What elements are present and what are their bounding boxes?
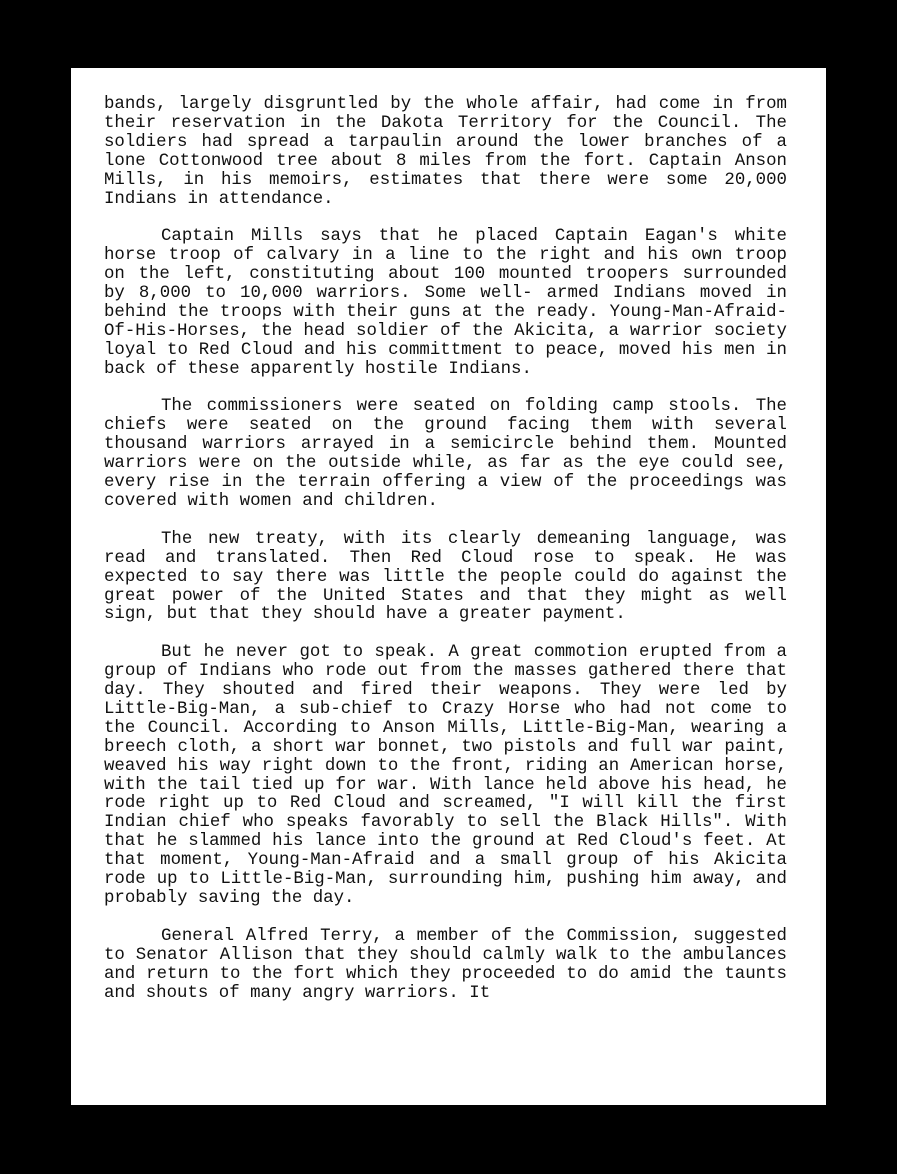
document-page	[71, 68, 826, 1105]
paragraph-3: The commissioners were seated on folding camp stools. The chiefs were seated on the ground facing them with several thousand warriors arrayed in a semicircle behind them. Mounted warriors were on the outside while, as far as the eye could see, every rise in the terrain offering a view of the proceedings was covered with women and children.	[104, 397, 787, 511]
document-body	[104, 96, 787, 1003]
paragraph-6: General Alfred Terry, a member of the Commission, suggested to Senator Allison that they should calmly walk to the ambulances and return to the fort which they proceeded to do amid the taunts and shouts of many angry warriors. It	[104, 926, 787, 1003]
paragraph-4: The new treaty, with its clearly demeaning language, was read and translated. Then Red Cloud rose to speak. He was expected to say there was little the people could do against the great power of the United States and that they might as well sign, but that they should have a greater payment.	[104, 529, 787, 625]
paragraph-2: Captain Mills says that he placed Captain Eagan's white horse troop of calvary in a line to the right and his own troop on the left, constituting about 100 mounted troopers surrounded by 8,000 to 10,000 warriors. Some well- armed Indians moved in behind the troops with their guns at the ready. Young-Man-Afraid-Of-His-Horses, the head soldier of the Akicita, a warrior society loyal to Red Cloud and his committment to peace, moved his men in back of these apparently hostile Indians.	[104, 227, 787, 379]
paragraph-5: But he never got to speak. A great commotion erupted from a group of Indians who rode out from the masses gathered there that day. They shouted and fired their weapons. They were led by Little-Big-Man, a sub-chief to Crazy Horse who had not come to the Council. According to Anson Mills, Little-Big-Man, wearing a breech cloth, a short war bonnet, two pistols and full war paint, weaved his way right down to the front, riding an American horse, with the tail tied up for war. With lance held above his head, he rode right up to Red Cloud and screamed, "I will kill the first Indian chief who speaks favorably to sell the Black Hills". With that he slammed his lance into the ground at Red Cloud's feet. At that moment, Young-Man-Afraid and a small group of his Akicita rode up to Little-Big-Man, surrounding him, pushing him away, and probably saving the day.	[104, 643, 787, 908]
paragraph-1: bands, largely disgruntled by the whole affair, had come in from their reservation in the Dakota Territory for the Council. The soldiers had spread a tarpaulin around the lower branches of a lone Cottonwood tree about 8 miles from the fort. Captain Anson Mills, in his memoirs, estimates that there were some 20,000 Indians in attendance.	[104, 95, 787, 209]
